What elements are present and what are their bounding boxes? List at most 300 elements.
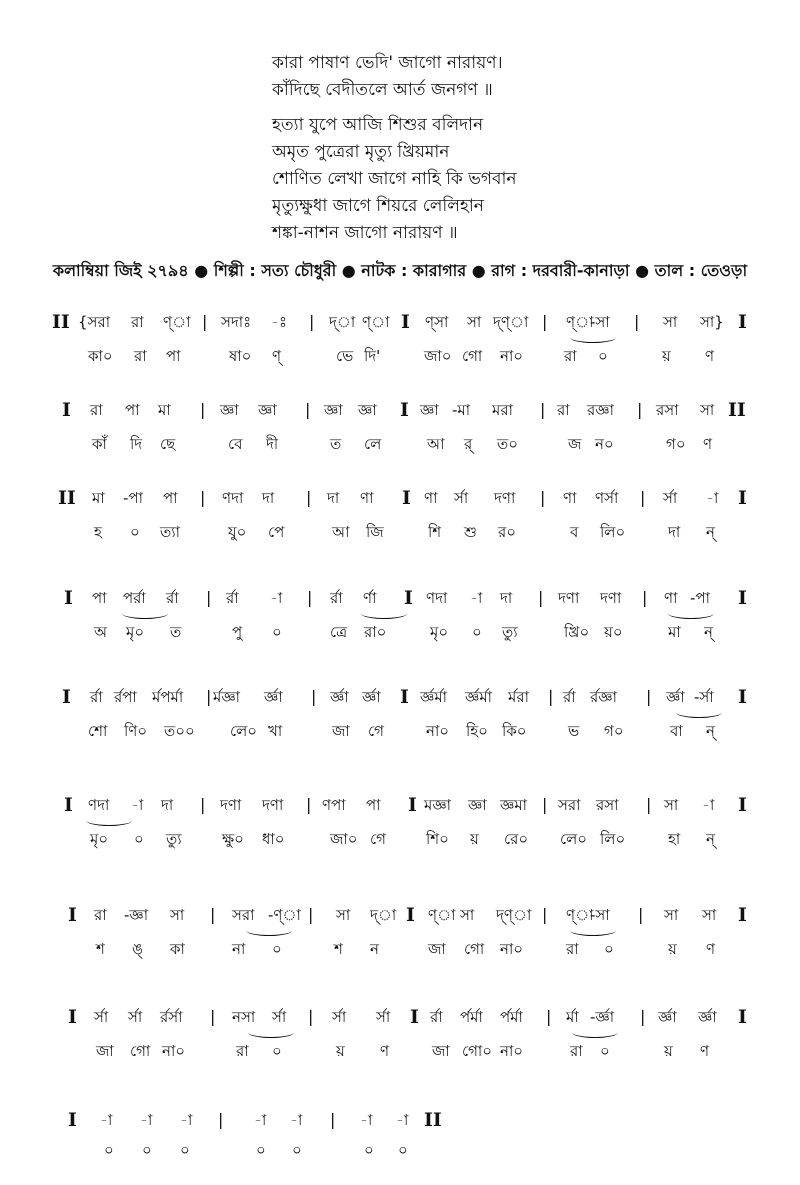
note: দণা [558,589,580,607]
note: দ্া [329,313,356,331]
lyrics-row [0,517,800,551]
note: ণদা [88,796,110,814]
syllable: কা [170,940,185,958]
note: -র্সা [694,688,714,706]
bar-double: I [400,399,409,421]
lyrics-row [0,341,800,375]
syllable: না [232,940,246,958]
syllable: ত [170,623,182,641]
syllable: দী [266,435,279,453]
note: র্রজ্ঞা [590,688,617,706]
note: -ঃ [271,313,287,331]
notes-row [0,790,800,824]
bar-single: | [311,687,317,706]
syllable: ক্ষু০ [222,830,244,848]
syllable: ন [370,940,379,958]
note: -া [706,489,719,507]
bar-single: | [542,312,548,331]
syllable: য়০ [604,623,623,641]
note: -া [100,1111,113,1129]
poem-line: কারা পাষাণ ভেদি' জাগো নারায়ণ। [272,53,503,73]
syllable: ০ [604,940,614,958]
note: দ্া [370,906,397,924]
bar-single: | [330,1110,336,1129]
syllable: শো [88,722,108,740]
syllable: কা০ [88,347,113,365]
note: সদাঃ [221,313,252,331]
note: র্রা [226,589,239,607]
bar-single: | [634,312,640,331]
note: দণা [220,796,242,814]
syllable: শু [464,523,477,541]
syllable: জা [332,722,350,740]
note: সা [336,906,351,924]
poem-line: কাঁদিছে বেদীতলে আর্ত জনগণ ॥ [272,80,493,100]
syllable: ন্ [706,523,715,541]
note: ণ্া [362,313,390,331]
note: ণ্া [566,313,594,331]
note: ণ্া [428,906,456,924]
syllable: জা [428,940,446,958]
syllable: না০ [500,347,524,365]
note: মা [158,401,171,419]
syllable: ধা০ [262,830,285,848]
bar-single: | [637,400,643,419]
bar-double: I [738,311,747,333]
note: র্রা [563,688,576,706]
bar-single: | [308,1007,314,1026]
bar-single: | [540,488,546,507]
syllable: ত্যু [502,623,518,641]
note: র্ণা [363,589,377,607]
syllable: য় [664,1042,673,1060]
note: র্সা [332,1008,347,1026]
syllable: ঙ্ [132,940,144,958]
syllable: শ [334,940,343,958]
syllable: ০ [104,1141,114,1159]
syllable: ত্রে [330,623,348,641]
syllable: ণ [703,435,713,453]
note: দণা [494,489,516,507]
bar-single: | [542,795,548,814]
bar-single: | [307,588,313,607]
syllable: রা [570,1042,583,1060]
bar-double: I [68,904,77,926]
syllable: য় [470,830,479,848]
poem-line: শঙ্কা-নাশন জাগো নারায়ণ ॥ [272,223,458,243]
note: রসা [596,796,619,814]
note: {সরা [78,313,111,331]
bar-single: | [306,795,312,814]
syllable: ণ [700,1042,710,1060]
lyrics-row [0,934,800,968]
note: ণদা [222,489,244,507]
bar-single: | [200,400,206,419]
syllable: লে০ [230,722,258,740]
note: সা [467,313,482,331]
syllable: ত্যা [160,523,180,541]
notation-staff [0,682,800,762]
bar-single: | [206,687,212,706]
bar-double: I [738,487,747,509]
lyrics-row [0,1036,800,1070]
syllable: য় [336,1042,345,1060]
syllable: ০ [364,1141,374,1159]
note: ণা [360,489,374,507]
note: ণ্া [566,906,594,924]
notation-staff [0,1002,800,1082]
syllable: মৃ০ [430,623,449,641]
syllable: ০ [272,1042,282,1060]
syllable: না০ [426,722,450,740]
note: র্জ্ঞা [658,1008,677,1026]
syllable: গ০ [666,435,686,453]
note: জ্ঞা [258,401,277,419]
syllable: পু [232,623,243,641]
lyrics-row [0,824,800,858]
syllable: কি০ [502,722,527,740]
bar-single: | [542,905,548,924]
syllable: গো [462,347,483,365]
note: পা [163,489,178,507]
note: -া [270,589,283,607]
syllable: র০ [498,523,517,541]
notation-staff [0,583,800,663]
syllable: না০ [500,1042,524,1060]
note: -া [140,1111,153,1129]
bar-single: | [200,488,206,507]
syllable: ত [330,435,342,453]
bar-single: | [646,795,652,814]
syllable: ভে [336,347,354,365]
note: রা [557,401,570,419]
syllable: ন্ [706,722,715,740]
bar-single: | [538,588,544,607]
syllable: ০ [272,940,282,958]
notes-row [0,682,800,716]
syllable: ত্যু [166,830,182,848]
syllable: ণ [380,1042,390,1060]
syllable: ন্ [704,623,713,641]
syllable: শি০ [426,830,449,848]
syllable: শি [428,523,442,541]
syllable: ০ [130,523,140,541]
note: -র্জ্ঞা [590,1008,615,1026]
syllable: রা [236,1042,249,1060]
lyrics-row [0,1135,800,1169]
note: র্সা [663,489,678,507]
syllable: গে [368,722,384,740]
syllable: জা০ [330,830,358,848]
bar-double: I [68,1006,77,1028]
note: -সা [590,313,610,331]
note: র্মা [566,1008,579,1026]
bar-double: I [64,587,73,609]
note: র্রর্সা [160,1008,183,1026]
note: র্সা [94,1008,109,1026]
syllable: বে [228,435,243,453]
note: র্জ্ঞা [264,688,283,706]
syllable: য় [668,940,677,958]
note: সা [664,906,679,924]
syllable: ণি০ [124,722,148,740]
bar-double: I [738,904,747,926]
note: জ্ঞা [324,401,343,419]
note: দ্ণ্া [496,906,532,924]
syllable: ০ [142,1141,152,1159]
note: সা [700,401,715,419]
note: জ্ঞা [358,401,377,419]
lyrics-row [0,429,800,463]
note: রজ্ঞা [587,401,614,419]
syllable: পা [166,347,181,365]
syllable: দি [130,435,143,453]
bar-single: | [210,905,216,924]
note: ণ্সা [425,313,449,331]
bar-double: I [404,587,413,609]
syllable: ন০ [595,435,614,453]
syllable: র্ [464,435,473,453]
syllable: গো০ [462,1042,493,1060]
bar-double: I [738,794,747,816]
note: নসা [232,1008,256,1026]
song-meta: কলাম্বিয়া জিই ২৭৯৪ ● শিল্পী : সত্য চৌধুরী ● নাটক : কারাগার ● রাগ : দরবারী-কানাড়া ● তাল : তেওড়া [52,261,748,280]
syllable: রা [564,347,577,365]
note: দা [161,796,174,814]
bar-double: I [738,1006,747,1028]
note: -া [254,1111,267,1129]
note: জ্ঞমা [500,796,528,814]
note: জ্ঞা [220,401,239,419]
note: -ণ্া [268,906,301,924]
note: র্রা [166,589,179,607]
notes-row [0,483,800,517]
syllable: মা [668,623,681,641]
syllable: হ [94,523,102,541]
syllable: ০ [598,347,608,365]
syllable: দা [668,523,681,541]
note: সা [663,313,678,331]
note: -জ্ঞা [124,906,149,924]
bar-single: | [210,1007,216,1026]
note: র্সা [128,1008,143,1026]
note: সা} [700,313,724,331]
syllable: ত০০ [164,722,195,740]
lyrics-row [0,716,800,750]
note: দা [500,589,513,607]
note: -া [396,1111,409,1129]
poem-line: অমৃত পুত্রেরা মৃত্যু খ্রিয়মান [272,142,450,162]
note: -পা [123,489,143,507]
notes-row [0,307,800,341]
note: র্সা [272,1008,287,1026]
note: রা [90,401,103,419]
syllable: গো [464,940,485,958]
bar-single: | [548,687,554,706]
syllable: ত০ [497,435,519,453]
bar-single: | [202,312,208,331]
note: মা [92,489,105,507]
note: পা [125,401,140,419]
notation-staff [0,900,800,980]
syllable: ০ [134,830,144,848]
note: ণা [424,489,438,507]
syllable: রে০ [504,830,529,848]
syllable: হি০ [466,722,488,740]
syllable: রা [134,347,147,365]
note: -পা [690,589,710,607]
note: র্জ্ঞা [698,1008,717,1026]
lyrics-block [272,50,732,247]
syllable: গে [370,830,386,848]
syllable: লে [364,435,382,453]
poem-line: হত্যা যুপে আজি শিশুর বলিদান [272,115,484,135]
bar-single: | [305,400,311,419]
notation-staff [0,483,800,563]
syllable: কাঁ [92,435,107,453]
syllable: খা [268,722,283,740]
bar-double: I [402,487,411,509]
syllable: না০ [500,940,524,958]
note: র্রা [330,589,343,607]
note: র্জ্ঞা [666,688,685,706]
bar-double: I [408,794,417,816]
note: দণা [262,796,284,814]
syllable: ণ [706,940,716,958]
syllable: ন্ [706,830,715,848]
note: -মা [452,401,471,419]
syllable: হা [668,830,681,848]
note: রসা [656,401,679,419]
note: পা [92,589,107,607]
syllable: ০ [292,1141,302,1159]
notes-row [0,395,800,429]
note: র্মপর্মা [152,688,184,706]
notation-staff [0,307,800,387]
bar-double: I [410,1006,419,1028]
note: -সা [590,906,610,924]
note: রা [94,906,107,924]
syllable: রা [566,940,579,958]
syllable: জা [96,1042,114,1060]
syllable: জ [568,435,582,453]
syllable: জি [366,523,384,541]
syllable: ০ [600,1042,610,1060]
note: ণর্সা [595,489,619,507]
note: দা [327,489,340,507]
bar-double: I [62,399,71,421]
syllable: বা [670,722,683,740]
bar-single: | [308,905,314,924]
bar-double: I [401,311,410,333]
syllable: ০ [180,1141,190,1159]
note: র্সা [376,1008,391,1026]
note: র্পর্মা [460,1008,483,1026]
bar-single: | [642,588,648,607]
notes-row [0,1002,800,1036]
syllable: জা০ [424,347,452,365]
bar-single: | [540,400,546,419]
note: র্মজ্ঞা [213,688,241,706]
note: -া [180,1111,193,1129]
note: -া [290,1111,303,1129]
bar-single: | [218,1110,224,1129]
note: র্পর্মা [500,1008,523,1026]
syllable: ব [570,523,579,541]
note: সরা [558,796,581,814]
note: ণ্া [163,313,191,331]
syllable: দি' [364,347,381,365]
note: -া [702,796,715,814]
note: সরা [232,906,255,924]
syllable: যু০ [228,523,247,541]
note: জ্ঞা [468,796,487,814]
poem-line: মৃত্যুক্ষুধা জাগে শিয়রে লেলিহান [272,196,484,216]
notes-row [0,900,800,934]
notation-staff [0,1105,800,1185]
syllable: ০ [472,623,482,641]
syllable: ণ [705,347,715,365]
note: র্জ্ঞর্মা [465,688,493,706]
syllable: আ [427,435,445,453]
note: র্রা [430,1008,443,1026]
syllable: ০ [272,623,282,641]
syllable: গো [130,1042,151,1060]
note: র্রা [90,688,103,706]
bar-double: I [68,1109,77,1131]
syllable: না০ [162,1042,186,1060]
note: -া [360,1111,373,1129]
syllable: পে [268,523,285,541]
note: র্মরা [508,688,529,706]
syllable: ণ্ [272,347,282,365]
syllable: খ্রি০ [564,623,590,641]
note: দ্ণ্া [493,313,529,331]
bar-double: I [738,587,747,609]
note: মরা [492,401,513,419]
lyrics-row [0,617,800,651]
note: র্জ্ঞর্মা [420,688,448,706]
bar-double: I [738,686,747,708]
note: মজ্ঞা [424,796,452,814]
syllable: রা০ [364,623,387,641]
syllable: ছে [160,435,176,453]
notes-row [0,583,800,617]
bar-double: I [406,904,415,926]
syllable: মৃ০ [90,830,109,848]
note: দণা [600,589,622,607]
bar-double: I [400,686,409,708]
bar-single: | [546,1007,552,1026]
bar-single: | [646,687,652,706]
note: -া [131,796,144,814]
bar-double: II [58,487,76,509]
note: র্রপা [114,688,137,706]
syllable: ০ [398,1141,408,1159]
syllable: ০ [256,1141,266,1159]
bar-single: | [200,795,206,814]
note: রা [131,313,144,331]
note: জ্ঞা [420,401,439,419]
note: সা [460,906,475,924]
note: র্জ্ঞা [362,688,381,706]
note: ণদা [426,589,448,607]
bar-single: | [309,312,315,331]
notation-staff [0,395,800,475]
syllable: লি০ [600,830,626,848]
syllable: শ [96,940,105,958]
note: সা [664,796,679,814]
